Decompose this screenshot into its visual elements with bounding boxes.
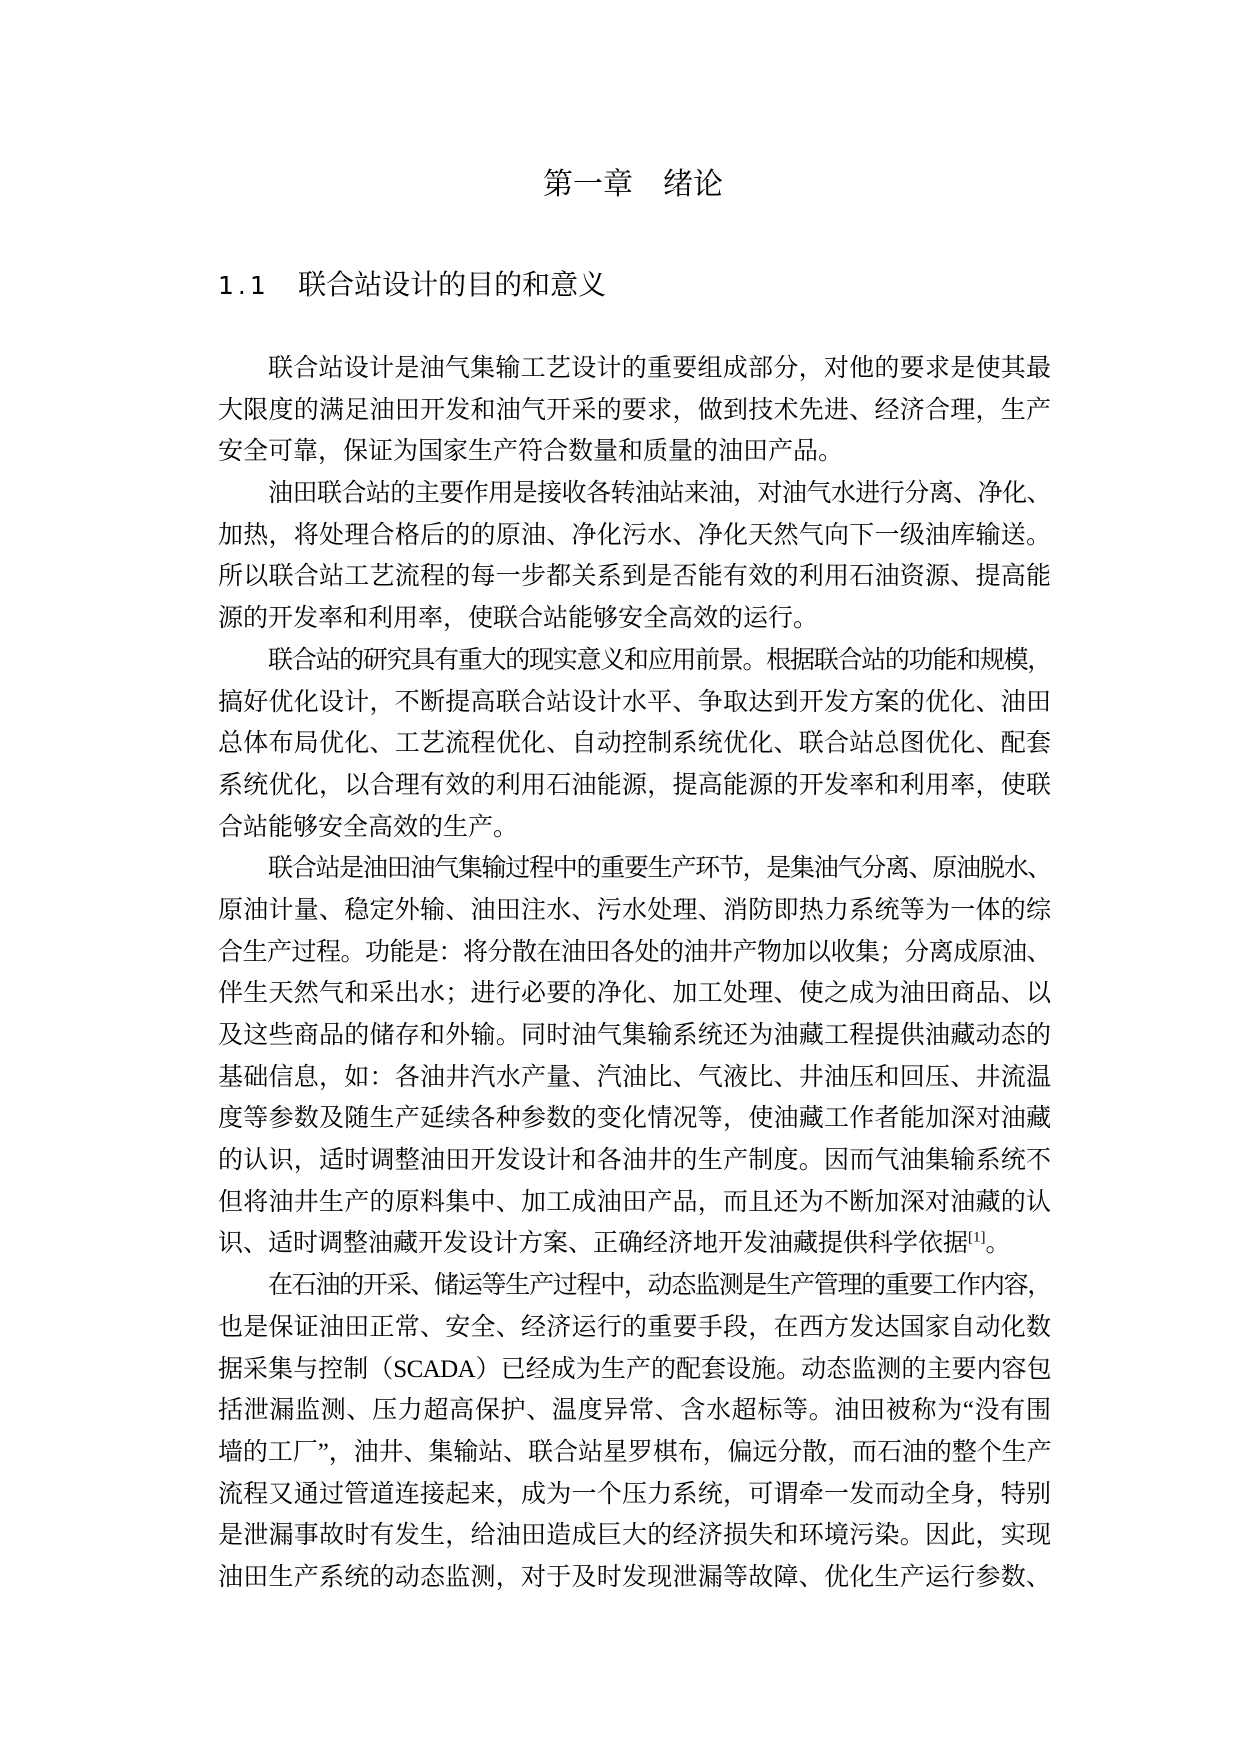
chapter-title: 第一章 绪论 (543, 167, 723, 202)
paragraph (218, 1265, 1051, 1599)
body-line: 也是保证油田正常、安全、经济运行的重要手段，在西方发达国家自动化数 (218, 1313, 1051, 1341)
paragraph (218, 473, 1051, 640)
body-line: 但将油井生产的原料集中、加工成油田产品，而且还为不断加深对油藏的认 (218, 1188, 1051, 1216)
citation-reference[interactable]: [1] (968, 1230, 986, 1247)
body-line: 总体布局优化、工艺流程优化、自动控制系统优化、联合站总图优化、配套 (218, 730, 1051, 758)
body-line: 合生产过程。功能是：将分散在油田各处的油井产物加以收集；分离成原油、 (218, 938, 1051, 966)
body-text (218, 348, 1051, 1599)
body-line: 合站能够安全高效的生产。 (218, 813, 519, 841)
body-line: 据采集与控制（SCADA）已经成为生产的配套设施。动态监测的主要内容包 (218, 1355, 1051, 1383)
paragraph (218, 640, 1051, 848)
body-line-text: 识、适时调整油藏开发设计方案、正确经济地开发油藏提供科学依据 (218, 1230, 969, 1258)
body-line: 基础信息，如：各油井汽水产量、汽油比、气液比、井油压和回压、井流温 (218, 1063, 1051, 1091)
body-line-end: 。 (985, 1230, 1011, 1258)
body-line: 大限度的满足油田开发和油气开采的要求，做到技术先进、经济合理，生产 (218, 396, 1051, 424)
section-number: 1.1 (218, 271, 270, 300)
body-line: 括泄漏监测、压力超高保护、温度异常、含水超标等。油田被称为“没有围 (218, 1397, 1051, 1425)
body-line: 流程又通过管道连接起来，成为一个压力系统，可谓牵一发而动全身，特别 (218, 1480, 1051, 1508)
body-line: 油田生产系统的动态监测，对于及时发现泄漏等故障、优化生产运行参数、 (218, 1563, 1051, 1591)
paragraph (218, 348, 1051, 473)
paragraph (218, 848, 1051, 1265)
body-line (218, 1223, 1051, 1265)
body-line: 安全可靠，保证为国家生产符合数量和质量的油田产品。 (218, 438, 844, 466)
body-line: 墙的工厂”，油井、集输站、联合站星罗棋布，偏远分散，而石油的整个生产 (218, 1438, 1051, 1466)
body-line: 联合站的研究具有重大的现实意义和应用前景。根据联合站的功能和规模， (268, 646, 1051, 674)
body-line: 搞好优化设计，不断提高联合站设计水平、争取达到开发方案的优化、油田 (218, 688, 1051, 716)
body-line: 系统优化，以合理有效的利用石油能源，提高能源的开发率和利用率，使联 (218, 771, 1051, 799)
body-line: 及这些商品的储存和外输。同时油气集输系统还为油藏工程提供油藏动态的 (218, 1022, 1051, 1049)
body-line: 所以联合站工艺流程的每一步都关系到是否能有效的利用石油资源、提高能 (218, 563, 1051, 591)
body-line: 联合站设计是油气集输工艺设计的重要组成部分，对他的要求是使其最 (268, 355, 1051, 382)
body-line: 伴生天然气和采出水；进行必要的净化、加工处理、使之成为油田商品、以 (218, 980, 1051, 1008)
body-line: 度等参数及随生产延续各种参数的变化情况等，使油藏工作者能加深对油藏 (218, 1105, 1051, 1133)
body-line: 原油计量、稳定外输、油田注水、污水处理、消防即热力系统等为一体的综 (218, 896, 1051, 924)
body-line: 在石油的开采、储运等生产过程中，动态监测是生产管理的重要工作内容， (268, 1272, 1051, 1300)
body-line: 是泄漏事故时有发生，给油田造成巨大的经济损失和环境污染。因此，实现 (218, 1522, 1051, 1550)
section-title: 联合站设计的目的和意义 (298, 268, 607, 301)
body-line: 的认识，适时调整油田开发设计和各油井的生产制度。因而气油集输系统不 (218, 1147, 1051, 1175)
body-line: 加热，将处理合格后的的原油、净化污水、净化天然气向下一级油库输送。 (218, 521, 1051, 549)
section-heading (218, 266, 606, 304)
body-line: 源的开发率和利用率，使联合站能够安全高效的运行。 (218, 605, 819, 633)
body-line: 联合站是油田油气集输过程中的重要生产环节，是集油气分离、原油脱水、 (268, 855, 1051, 883)
body-line: 油田联合站的主要作用是接收各转油站来油，对油气水进行分离、净化、 (268, 480, 1051, 508)
